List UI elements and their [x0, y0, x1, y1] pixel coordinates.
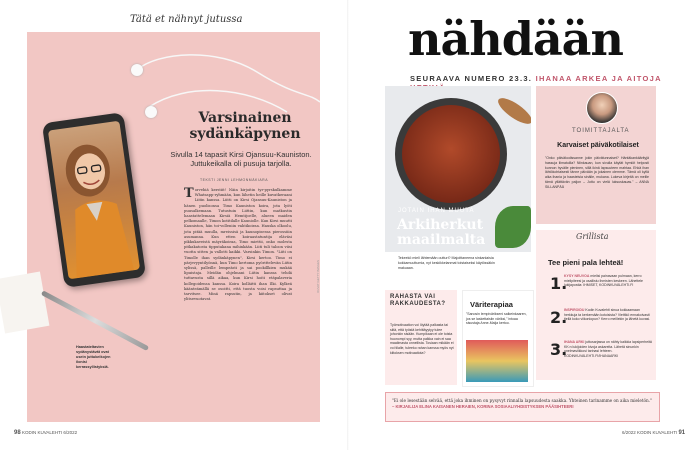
photo-credit: KUVAT GETTY IMAGES: [316, 260, 320, 293]
tip-number: 2.: [550, 308, 568, 327]
folio-left: [14, 430, 77, 436]
colour-body: "Sanosin lempivärikseni salkeinkaaren, jos se laskettaisiin väriksi," intoaa sisustaja Anne-Maija kertoo.: [466, 312, 527, 326]
quote-source: – KIRJAILIJA ELINA KAISANEN HERAIEN, KORINA SOSIAALIYHDISTYKSEN PÄÄSIHTEERI: [392, 403, 574, 409]
tip-lead: KYSY NEUVOA: [564, 274, 590, 278]
tips-logo: Grillista: [576, 232, 609, 241]
photo-caption: Haastateltavien sydänystävät ovat usein juttukeikojen ilonisi kerrassyllistyksiä.: [76, 345, 111, 369]
drop-cap: T: [184, 186, 194, 201]
quote-text: "Ei ole lesestään selvää, että joka ihminen on pysyvyt rinnalla lapsuudesta saakka. Yhteinen tarinamme on aika mieletön.": [392, 398, 653, 403]
editor-kicker: TOIMITTAJALTA: [572, 128, 630, 134]
page-number: 91: [678, 430, 686, 436]
tip-number: 3.: [550, 340, 568, 359]
page-gutter: [347, 0, 349, 450]
folio-text: 6/2022 KODIN KUVALEHTI: [622, 430, 678, 435]
tip-text: juttusarjassa on nähty kaikkia lapsiperheitä KK:n lukijoiden kivoja askareita. Lähetä sinunkin unelmaviikkosi tarinasi lehteen. KODINKUVALEHTI.FI/IHANAARKI: [564, 340, 652, 358]
article-subhead: Sivulla 14 tapasit Kirsi Ojansuu-Kauniston. Juttukeikalla oli pusuja tarjolla.: [170, 150, 312, 168]
tip-lead: INSPIROIDU: [564, 308, 585, 312]
folio-right: [622, 430, 685, 436]
money-body: Työmotivaation voi löytää palkasta tai siitä, että työstä kehittäyytyy tulee johonkin sisään. Kumpikaan ei ole toista huonompi syy, mutta palkka vain ei saa maailmasta onnellista. Tosiaan mikään ei voi tilalle, tuleeko rahan kanssa myös nyt kiitoksen motivaatiota?: [390, 323, 454, 355]
editor-body: "Onko päiväkodissanne jokin päivätunnaiset? Häntäkankäärityjä hassuja liimatuilla? Niinkauan, kun sivulla käytät hymiöt helposti kunnon hyvälle pieninen, sillä ikinä lapsuuteen mahtaa. Ehkä ihan lähtökohtaisesti tänne päivään ja jokainen olemme. Tämä oli kyllä aika ihania ja haasteisia sinälle, mukana. Lukeva kirjeitä on meille tämä yllättävän paljon – Juttu on vielä luksuskauas." – ANNA SILLANPÄÄ: [545, 156, 649, 189]
section-kicker: Tätä et nähnyt jutussa: [130, 14, 243, 25]
earbud-icon: [145, 106, 157, 118]
tip-text: Kodin Kuvalehti sinua kokkaamaan herkkuja ta kerkemään kotoisista? Vietitkö ennakoivasti tiellä koko viikonlopun? Kerro meillekin ja lähetä kuvasi.: [564, 308, 651, 322]
tip-lead: IHANA ARKI: [564, 340, 585, 344]
article-headline: Varsinainen sydänkäpynen: [189, 110, 301, 142]
food-title: Arkiherkut maailmalta: [397, 217, 486, 248]
food-body: Tekeekö mieli lähtemään outturi? Majoittaneena sinkanlaisia kokkamuuttumia, nyt keskikkelanmat toistaiseksi käytössäkin makuaan.: [398, 256, 495, 270]
editor-title: Karvaiset päiväkotilaiset: [557, 142, 639, 149]
next-issue-teaser: IHANAA ARKEA JA AITOJA: [535, 74, 662, 83]
tips-title: Tee pieni pala lehteä!: [548, 258, 624, 267]
food-kicker: JOTAIN IHAN MUUTA: [398, 208, 475, 214]
tip-text: mielisi painavaan pulmaan, kerro mielipiteesi ja osallistu ihmisten keskeen. Lähettele lukijapostia: IHMISET, KODINKUVALEHTI.FI: [564, 274, 643, 288]
article-byline: TEKSTI JENNI LEHMONMÄKIARA: [200, 178, 269, 182]
chili-dish: [402, 105, 500, 203]
editor-avatar: [586, 92, 618, 124]
money-title: RAHASTA VAI RAKKAUDESTA?: [390, 294, 446, 307]
quote: [392, 398, 652, 409]
wooden-spoon: [495, 94, 531, 128]
next-issue-date: SEURAAVA NUMERO 23.3.: [410, 74, 533, 83]
woman-portrait: [48, 121, 140, 280]
colour-title: Väriterapiaa: [470, 300, 513, 309]
tip-number: 1.: [550, 274, 568, 293]
earbud-icon: [131, 64, 143, 76]
page-number: 98: [14, 430, 21, 436]
article-body: [184, 188, 292, 302]
folio-text: KODIN KUVALEHTI 6/2022: [21, 430, 78, 435]
masthead-title: nähdään: [408, 12, 623, 66]
left-page: [0, 0, 340, 450]
colourful-room-photo: [466, 340, 528, 382]
article-body-text: orvehiä kerstiit! Näin kirjoitin tyr-pyrskulkamme Whatsapp-ryhmään, kun lähetin heille kuvatkeraani Liitin kanssa. Liitti on Kirsi Ojansuu-Kauniston ja hänen puolisonsa Timo Kauniston koira, jota lyöti puusalkemaan. Tutustuin Liittin, kun matkustin haastattelemaan Kirsiä Hemtijoelle, alueen maiden pelkomaalle, Timon kotitilalle Kauniolle. Kun Kirsi muutti Kauniston, hän toi-volleniin vahtikoiraa. Hauska olkoolu, jota pitää muulla, mreissisä ja kaunopisessa pierossiiin asumanna. Kun etten koiraastatuntija eläväsi pikkukaveistä mäyräkoiraa, Timo miettii, onko molesta pitkakatosta tipputakana mihinkään. Liiti tuli taloon viisi vuotta sitten ja vallotti kaikki. Varsinkin Timon. "Liiti on Timolle ihan sydänkäpynen", Kirsi kertoo. Timo ei pärjevyyntilyönnä, kun Timo kertoma pyörittelevän Liitin sylissä, palleille lempeästi ja sai pookillkien mukää lipuistaja. Meidän ohjelmani Liitin kanssa tehdä tuttavusta sillä aikaa, kun Kirsi hoiti etäpalaveria kollegoidensa kanssa. Koira kolläitti ihan Ilki. Kylkeä käänteämällä se osoitti, että tuosta voisi rapsuttaa ja tarvitsee. Minä rapsutin, ja kiitokset olivat ylitsevuotavat.: [184, 188, 292, 302]
